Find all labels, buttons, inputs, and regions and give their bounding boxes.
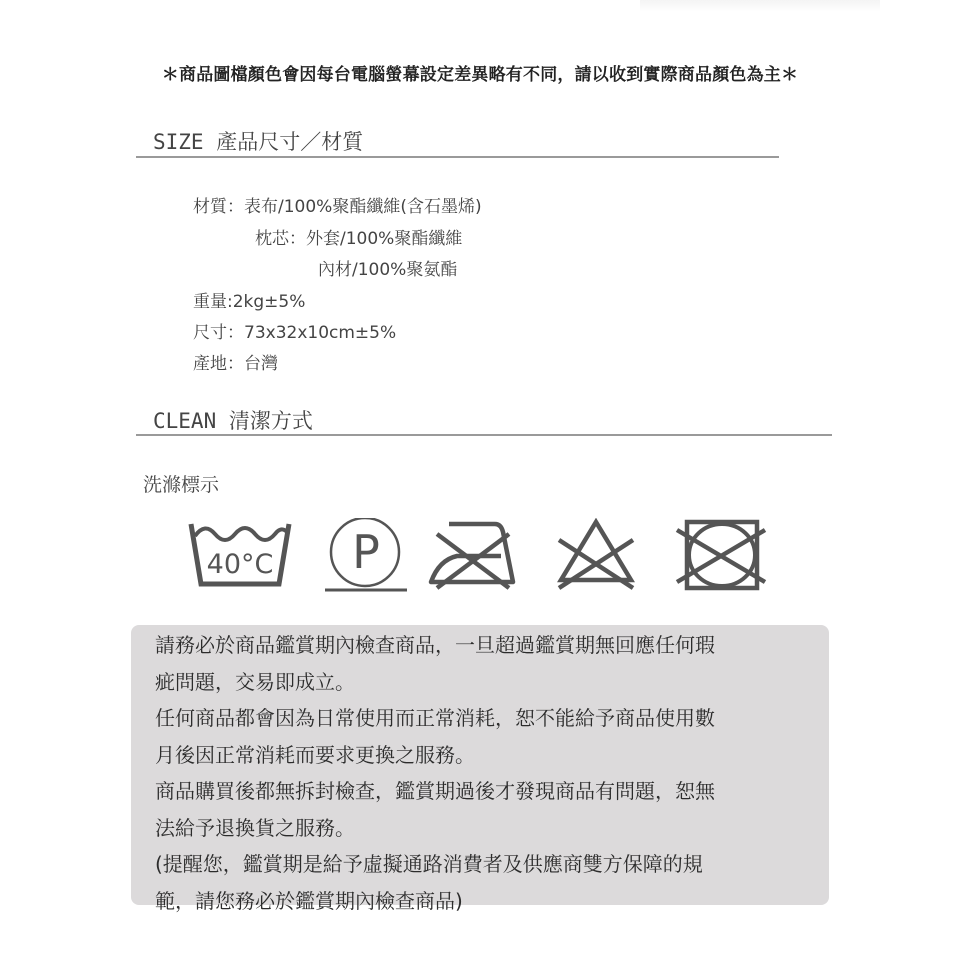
- size-section-divider: [136, 156, 779, 158]
- do-not-tumble-dry-icon: [673, 518, 769, 593]
- svg-text:40°C: 40°C: [206, 549, 274, 580]
- wash-40c-icon: [187, 518, 293, 588]
- inner-material-spec: 內材/100%聚氨酯: [318, 260, 458, 280]
- clean-section-divider: [136, 434, 832, 436]
- svg-text:P: P: [352, 525, 380, 579]
- wash-label: 洗滌標示: [143, 474, 220, 496]
- origin-spec: 產地：台灣: [193, 354, 278, 374]
- notice-text: [155, 625, 820, 919]
- notice-line: 疵問題，交易即成立。: [155, 669, 355, 694]
- pillow-core-spec: 枕芯：外套/100%聚酯纖維: [255, 229, 463, 249]
- clean-section-title: CLEAN 清潔方式: [153, 409, 313, 433]
- notice-line: 範，請您務必於鑑賞期內檢查商品): [155, 888, 463, 913]
- dry-clean-p-icon: [321, 518, 411, 593]
- weight-spec: 重量:2kg±5%: [193, 292, 306, 312]
- notice-line: 月後因正常消耗而要求更換之服務。: [155, 742, 475, 767]
- notice-line: 任何商品都會因為日常使用而正常消耗，恕不能給予商品使用數: [155, 706, 715, 730]
- color-disclaimer: ＊商品圖檔顏色會因每台電腦螢幕設定差異略有不同，請以收到實際商品顏色為主＊: [161, 65, 799, 85]
- notice-line: 法給予退換貨之服務。: [155, 815, 355, 840]
- size-section-title: SIZE 產品尺寸／材質: [153, 130, 364, 154]
- do-not-iron-icon: [427, 518, 527, 593]
- dimensions-spec: 尺寸：73x32x10cm±5%: [193, 323, 397, 343]
- top-edge-fade: [640, 0, 880, 12]
- notice-line: 請務必於商品鑑賞期內檢查商品，一旦超過鑑賞期無回應任何瑕: [155, 633, 715, 657]
- notice-line: 商品購買後都無拆封檢查，鑑賞期過後才發現商品有問題，恕無: [155, 779, 715, 803]
- do-not-bleach-icon: [555, 518, 637, 593]
- care-icons: [0, 518, 960, 593]
- notice-line: (提醒您，鑑賞期是給予虛擬通路消費者及供應商雙方保障的規: [155, 852, 703, 876]
- material-spec: 材質：表布/100%聚酯纖維(含石墨烯): [193, 197, 482, 217]
